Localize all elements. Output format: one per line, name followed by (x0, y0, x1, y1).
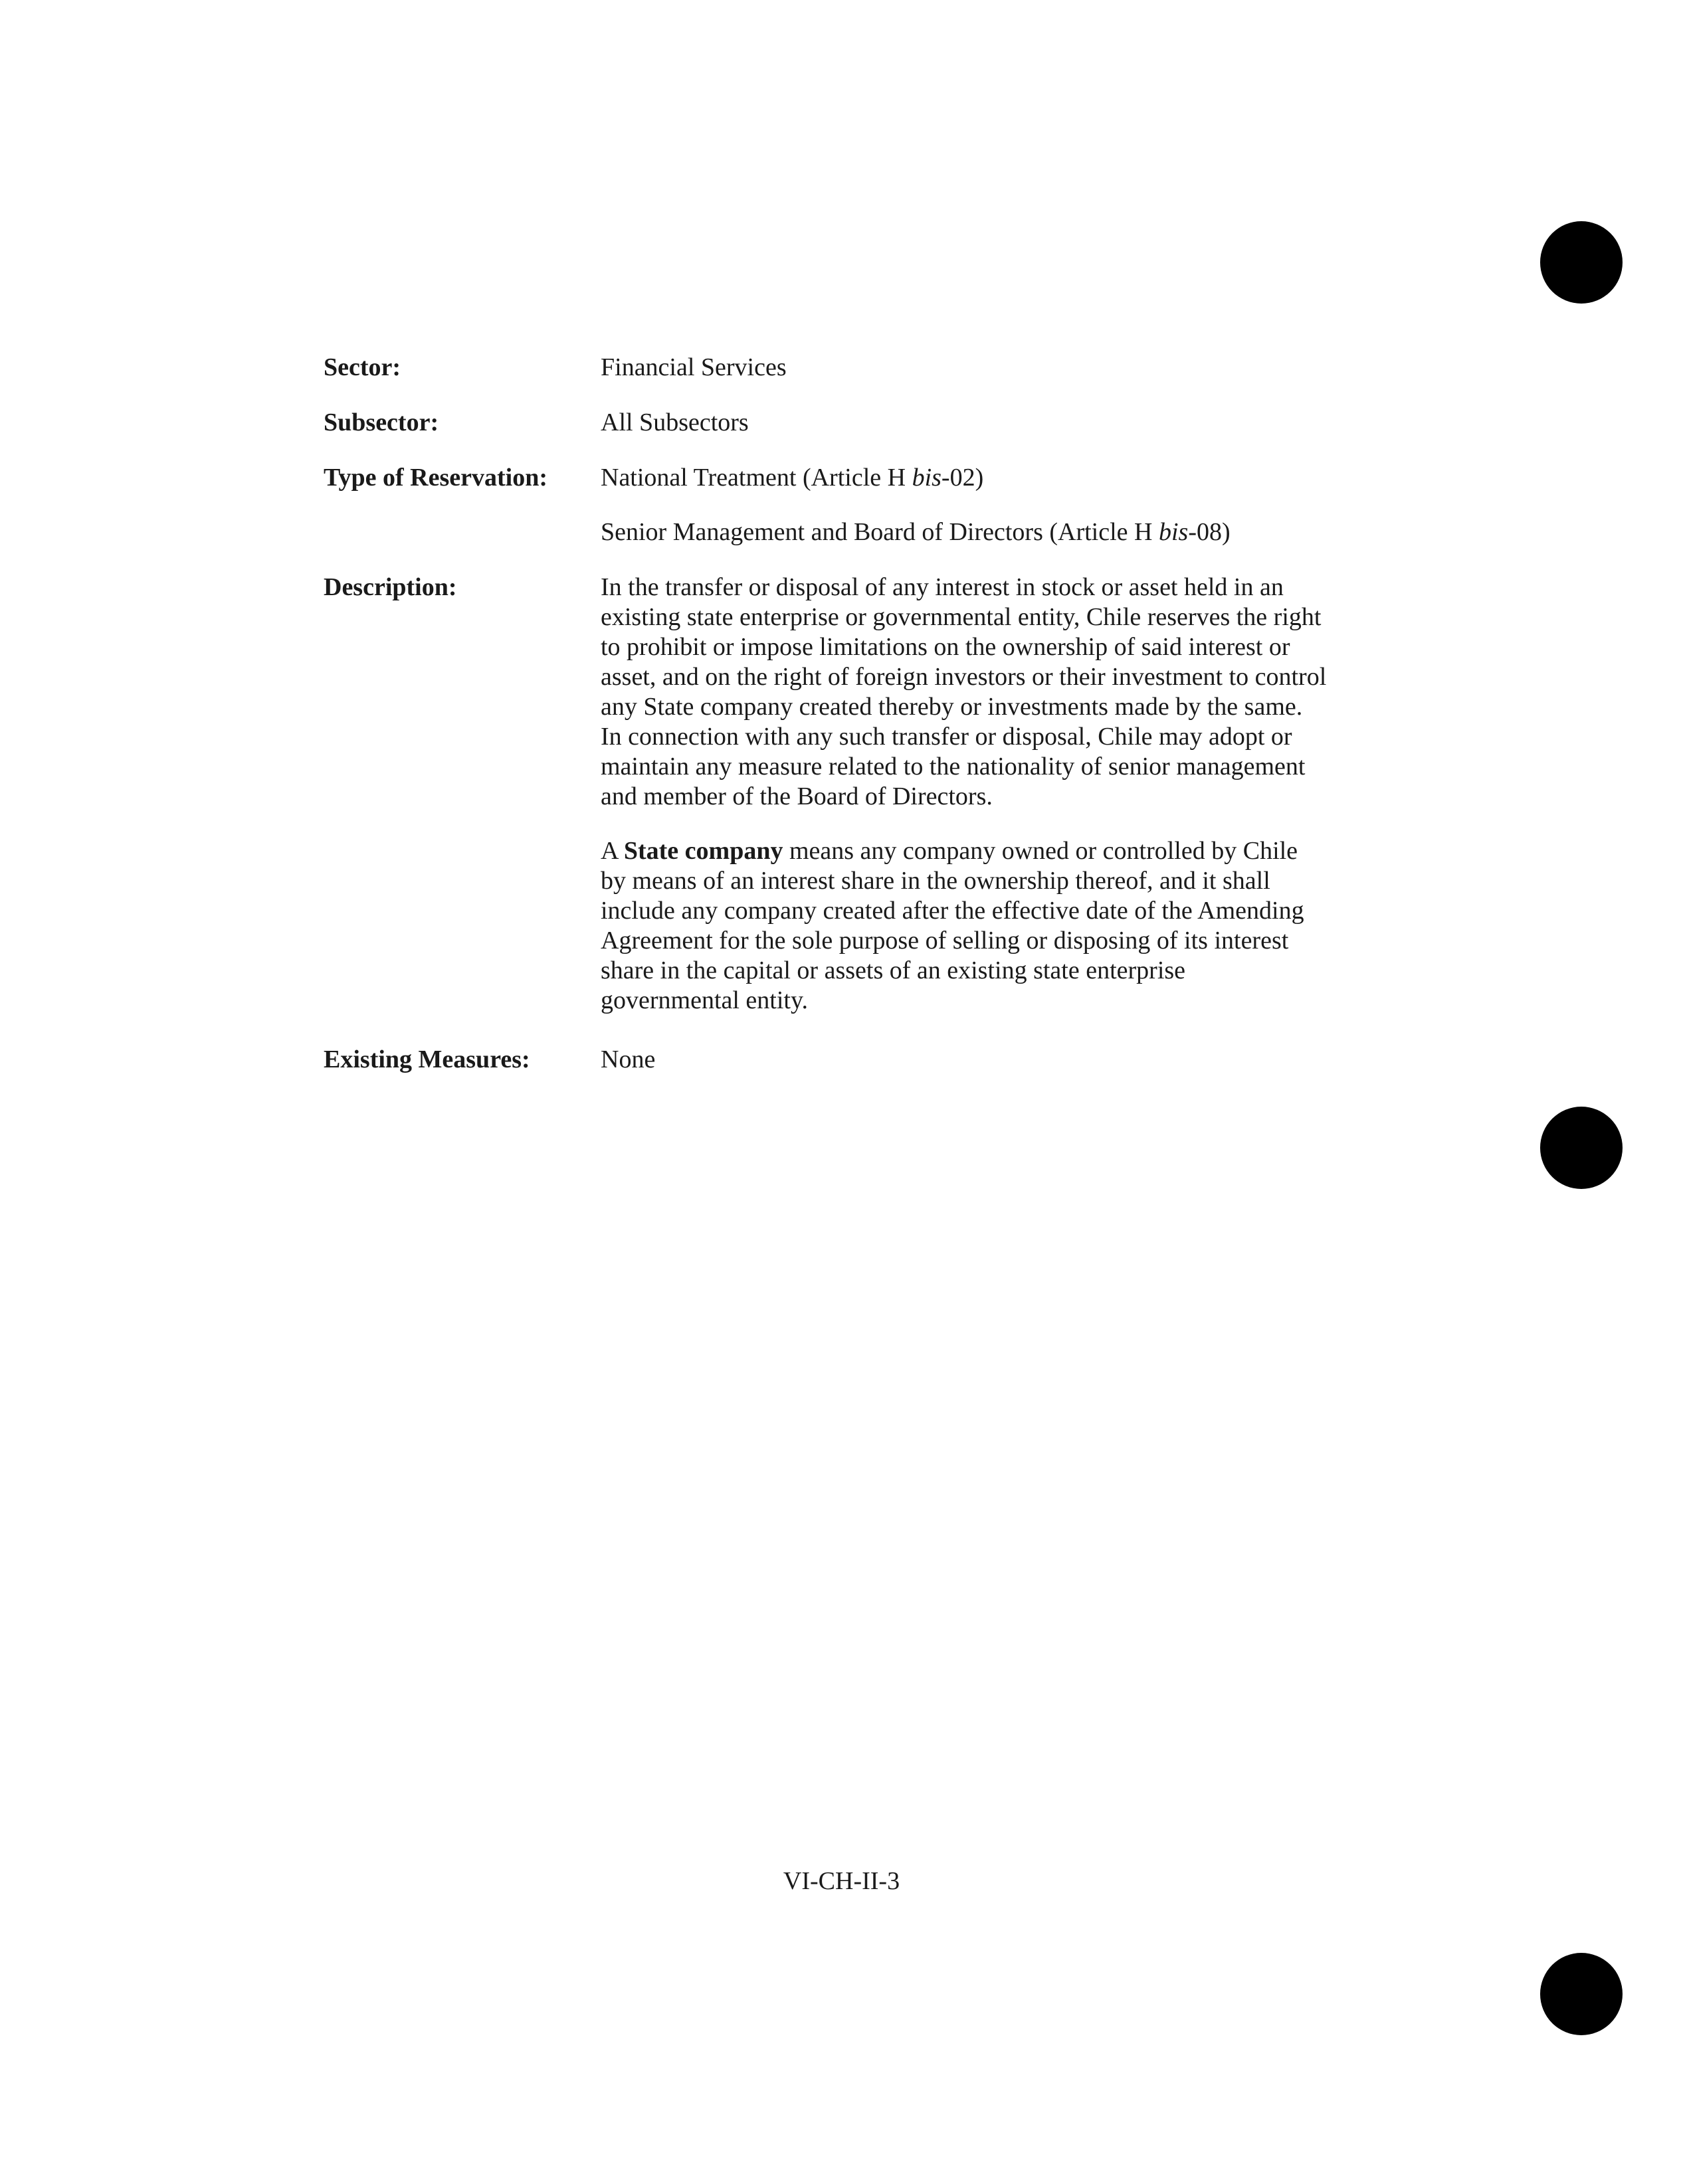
sector-value: Financial Services (601, 353, 787, 381)
description-p2-line (601, 836, 1358, 866)
description-p1-line: any State company created thereby or investments made by the same. (601, 693, 1303, 721)
description-p1-line: existing state enterprise or governmental entity, Chile reserves the right (601, 603, 1322, 631)
sector-label: Sector: (324, 353, 401, 381)
reservation-type-value-2-prefix: Senior Management and Board of Directors (Article H (601, 518, 1159, 546)
description-p1-line: maintain any measure related to the nationality of senior management (601, 753, 1306, 780)
description-label: Description: (324, 573, 457, 601)
existing-measures-value: None (601, 1046, 656, 1073)
reservation-type-value-1-italic: bis (912, 464, 941, 492)
description-p1-line: asset, and on the right of foreign investors or their investment to control (601, 663, 1327, 691)
reservation-type-value-1 (601, 463, 983, 493)
reservation-type-label: Type of Reservation: (324, 464, 548, 492)
description-p1-line: In the transfer or disposal of any interest in stock or asset held in an (601, 573, 1284, 601)
page-number: VI-CH-II-3 (783, 1867, 900, 1895)
punch-hole-top (1540, 221, 1623, 304)
reservation-type-value-2-italic: bis (1158, 518, 1189, 546)
state-company-suffix: means any company owned or controlled by Chile (783, 837, 1298, 865)
description-paragraph-1 (601, 573, 1358, 812)
reservation-type-value-1-suffix: -02) (941, 464, 984, 492)
reservation-type-value-2 (601, 517, 1231, 547)
description-paragraph-2 (601, 836, 1358, 1016)
description-p2-line: governmental entity. (601, 986, 808, 1014)
punch-hole-middle (1540, 1107, 1623, 1189)
description-p1-line: to prohibit or impose limitations on the ownership of said interest or (601, 633, 1290, 661)
description-p1-line: In connection with any such transfer or disposal, Chile may adopt or (601, 723, 1292, 751)
subsector-label: Subsector: (324, 409, 439, 436)
description-p2-line: by means of an interest share in the ownership thereof, and it shall (601, 867, 1270, 895)
description-p2-line: share in the capital or assets of an existing state enterprise (601, 956, 1186, 984)
description-p2-line: Agreement for the sole purpose of selling or disposing of its interest (601, 927, 1289, 955)
state-company-term: State company (623, 837, 783, 865)
description-p2-line: include any company created after the effective date of the Amending (601, 897, 1304, 925)
punch-hole-bottom (1540, 1953, 1623, 2035)
reservation-type-value-2-suffix: -08) (1188, 518, 1231, 546)
reservation-type-value-1-prefix: National Treatment (Article H (601, 464, 912, 492)
subsector-value: All Subsectors (601, 409, 749, 436)
description-p1-line: and member of the Board of Directors. (601, 782, 993, 810)
state-company-prefix: A (601, 837, 624, 865)
existing-measures-label: Existing Measures: (324, 1046, 530, 1073)
